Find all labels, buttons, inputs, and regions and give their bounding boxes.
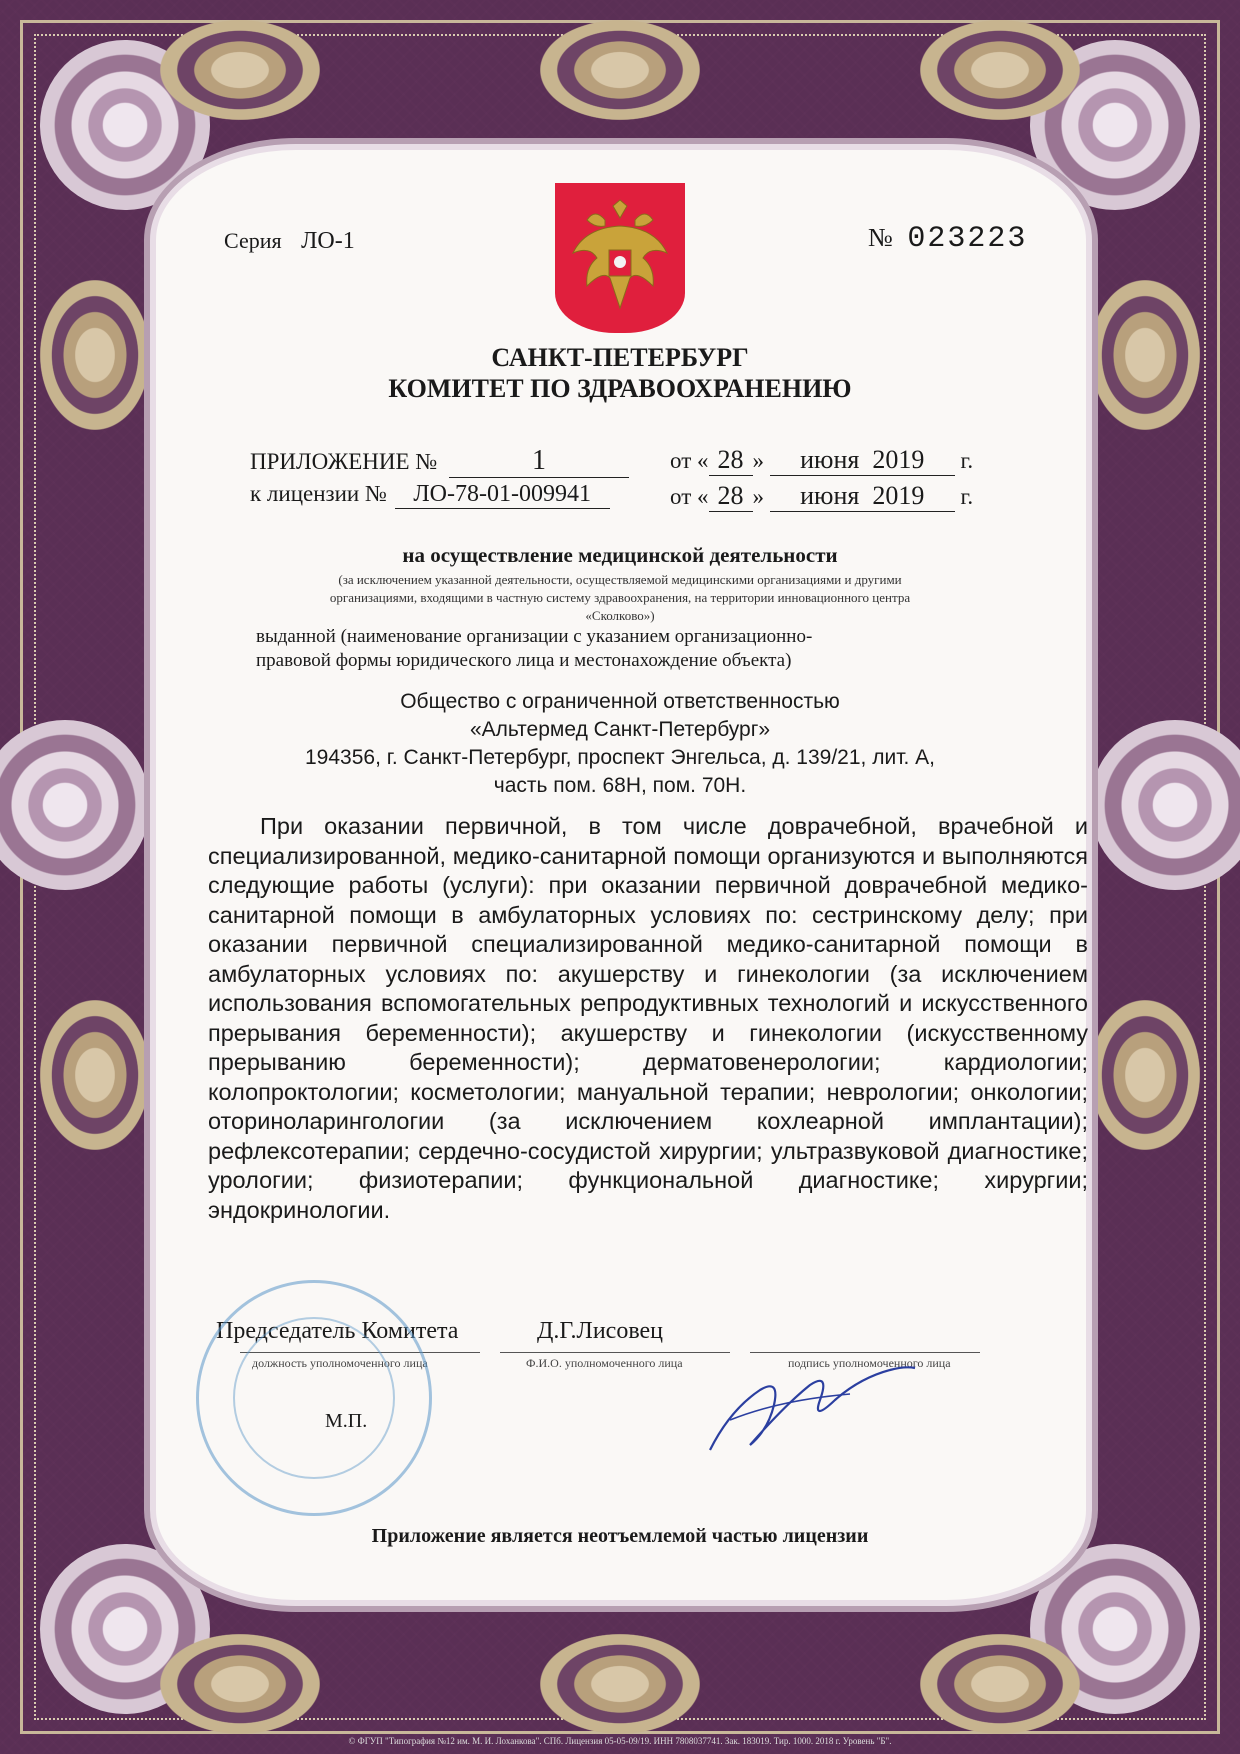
issued-note-1: выданной (наименование организации с указанием организационно- xyxy=(256,626,813,647)
seal-label: М.П. xyxy=(325,1410,368,1432)
license-number: ЛО-78-01-009941 xyxy=(395,481,610,509)
services-paragraph: При оказании первичной, в том числе доврачебной, врачебной и специализированной, медико-санитарной помощи организуются и выполняются следующие работы (услуги): при оказании первичной доврачебной медико-санитарной помощи в амбулаторных условиях по: сестринскому делу; при оказании первичной специализированной медико-санитарной помощи в амбулаторных условиях по: акушерству и гинекологии (за исключением использования вспомогательных репродуктивных технологий и искусственного прерывания беременности); акушерству и гинекологии (искусственному прерыванию беременности); дерматовенерологии; кардиологии; колопроктологии; косметологии; мануальной терапии; неврологии; онкологии; оториноларингологии (за исключением кохлеарной имплантации); рефлексотерапии; сердечно-сосудистой хирургии; ультразвуковой диагностике; урологии; физиотерапии; функциональной диагностике; хирургии; эндокринологии. xyxy=(208,813,1088,1223)
year-suffix: г. xyxy=(960,448,974,473)
appendix-month: июня xyxy=(800,445,860,474)
date-close-quote: » xyxy=(752,484,764,509)
activity-title: на осуществление медицинской деятельности xyxy=(402,543,838,567)
license-day: 28 xyxy=(709,481,753,512)
date-from-label: от « xyxy=(670,484,709,509)
appendix-year: 2019 xyxy=(872,445,925,474)
series-label: Серия xyxy=(224,228,282,253)
signer-position: Председатель Комитета xyxy=(216,1318,459,1344)
document-number: 023223 xyxy=(907,222,1028,256)
appendix-month-year xyxy=(770,445,955,476)
license-year: 2019 xyxy=(872,481,925,510)
date-from-label: от « xyxy=(670,448,709,473)
stamp-inner-ring xyxy=(233,1317,395,1479)
signer-name: Д.Г.Лисовец xyxy=(537,1318,663,1344)
appendix-day: 28 xyxy=(709,445,753,476)
activity-note-1: (за исключением указанной деятельности, осуществляемой медицинскими организациями и другими xyxy=(338,572,902,587)
official-stamp-icon xyxy=(196,1280,432,1516)
org-address-line-2: часть пом. 68Н, пом. 70Н. xyxy=(493,774,747,797)
org-name-line-1: Общество с ограниченной ответственностью xyxy=(400,690,840,713)
number-line xyxy=(868,222,1027,256)
license-date xyxy=(670,481,973,512)
license-line xyxy=(250,481,610,509)
license-month-year xyxy=(770,481,955,512)
org-name-line-2: «Альтермед Санкт-Петербург» xyxy=(469,718,771,741)
state-emblem xyxy=(555,183,685,333)
issuer-city: САНКТ-ПЕТЕРБУРГ xyxy=(491,343,749,372)
year-suffix: г. xyxy=(960,484,974,509)
issued-note-2: правовой формы юридического лица и местонахождение объекта) xyxy=(256,650,792,671)
license-month: июня xyxy=(800,481,860,510)
activity-note-2: организациями, входящими в частную систему здравоохранения, на территории инновационного центра xyxy=(329,590,911,605)
caption-name: Ф.И.О. уполномоченного лица xyxy=(526,1356,683,1370)
services-text xyxy=(208,812,1088,1225)
appendix-line xyxy=(250,445,629,478)
closing-statement: Приложение является неотъемлемой частью лицензии xyxy=(371,1525,869,1547)
printer-imprint: © ФГУП "Типография №12 им. М. И. Лоханкова". СПб. Лицензия 05-05-09/19. ИНН 7808037741. Зак. 183019. Тир. 1000. 2018 г. Уровень "Б". xyxy=(348,1736,892,1746)
number-label: № xyxy=(868,223,893,252)
license-label: к лицензии № xyxy=(250,481,387,506)
appendix-number: 1 xyxy=(449,445,629,478)
appendix-label: ПРИЛОЖЕНИЕ № xyxy=(250,449,438,474)
series-value: ЛО-1 xyxy=(301,228,355,254)
russian-coat-of-arms-icon xyxy=(555,183,685,333)
date-close-quote: » xyxy=(752,448,764,473)
caption-position: должность уполномоченного лица xyxy=(252,1356,428,1370)
appendix-date xyxy=(670,445,973,476)
activity-note-3: «Сколково») xyxy=(585,608,655,623)
caption-signature: подпись уполномоченного лица xyxy=(788,1356,951,1370)
issuer-committee: КОМИТЕТ ПО ЗДРАВООХРАНЕНИЮ xyxy=(388,374,852,403)
handwritten-signature-icon xyxy=(690,1350,920,1460)
series-line xyxy=(224,228,355,255)
org-address-line-1: 194356, г. Санкт-Петербург, проспект Энгельса, д. 139/21, лит. А, xyxy=(305,746,935,769)
